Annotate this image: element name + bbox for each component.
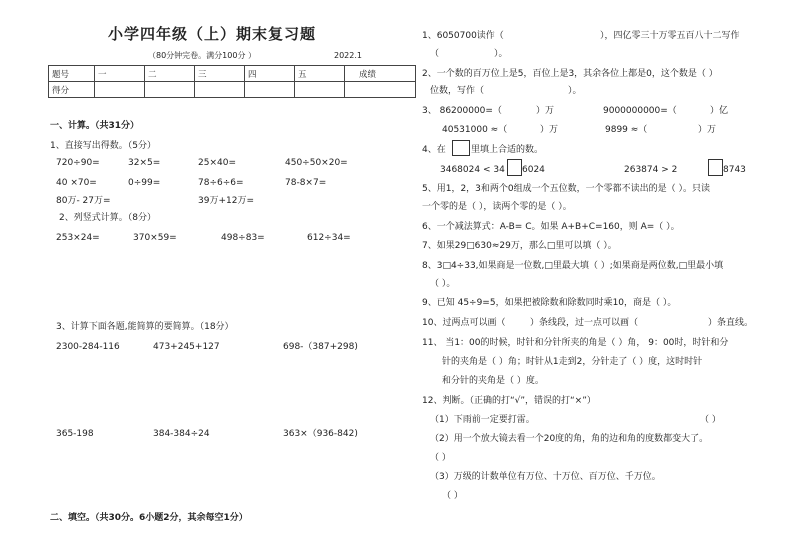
calc-problem: 698-（387+298) bbox=[283, 342, 358, 352]
question-9: 9、已知 45÷9=5，如果把被除数和除数同时乘10，商是（ ）。 bbox=[422, 298, 677, 308]
section-2-title: 二、填空。（共30分。6小题2分，其余每空1分） bbox=[50, 513, 248, 523]
vertical-problem: 253×24= bbox=[56, 233, 100, 243]
question-1: 1、6050700读作（ bbox=[422, 31, 504, 41]
oral-problem: 40 ×70= bbox=[56, 178, 97, 188]
question-8: （ ）。 bbox=[430, 279, 456, 289]
question-5: 一个零的是（ ），读两个零的是（ ）。 bbox=[422, 202, 572, 212]
question-3: 9899 ≈（ bbox=[605, 125, 648, 135]
score-table-header-row bbox=[49, 66, 416, 82]
judgment-answer[interactable]: （ ） bbox=[442, 491, 463, 501]
vertical-problem: 612÷34= bbox=[307, 233, 351, 243]
exam-subtitle: （80分钟完卷。满分100分 ） bbox=[148, 51, 256, 60]
question-4: 4、在 bbox=[422, 145, 446, 155]
question-4: 263874 > 2 bbox=[624, 165, 678, 175]
question-3: 40531000 ≈（ bbox=[442, 125, 508, 135]
score-cell: 题号 bbox=[49, 66, 95, 82]
oral-problem: 80万- 27万= bbox=[56, 196, 111, 206]
calc-problem: 363×（936-842) bbox=[283, 429, 358, 439]
oral-problem: 39万+12万= bbox=[198, 196, 254, 206]
question-11: 11、 当1：00的时候，时针和分针所夹的角是（ ）角， 9：00时，时针和分 bbox=[422, 338, 729, 348]
judgment-answer[interactable]: （ ） bbox=[430, 453, 451, 463]
question-6: 6、一个减法算式：A-B= C。如果 A+B+C=160，则 A=（ ）。 bbox=[422, 222, 680, 232]
question-5: 5、用1，2，3和两个0组成一个五位数，一个零都不读出的是（ ）。只读 bbox=[422, 184, 710, 194]
score-cell: 得分 bbox=[49, 82, 95, 98]
exam-date: 2022.1 bbox=[334, 51, 362, 60]
score-cell: 四 bbox=[245, 66, 295, 82]
calc-problem: 365-198 bbox=[56, 429, 94, 439]
oral-problem: 25×40= bbox=[198, 158, 236, 168]
question-heading: 3、计算下面各题,能简算的要简算。（18分） bbox=[56, 322, 234, 332]
question-10: 10、过两点可以画（ bbox=[422, 318, 506, 328]
question-heading: 1、直接写出得数。（5分） bbox=[50, 141, 156, 151]
question-3: 9000000000=（ bbox=[603, 106, 677, 116]
answer-box[interactable] bbox=[507, 159, 522, 176]
score-cell: 三 bbox=[195, 66, 245, 82]
section-1-title: 一、计算。（共31分） bbox=[50, 121, 140, 131]
question-2: ）。 bbox=[568, 86, 582, 96]
question-1: ），四亿零三十万零五百八十二写作 bbox=[600, 31, 740, 41]
question-11: 针的夹角是（ ）角；时针从1走到2，分针走了（ ）度，这时时针 bbox=[442, 357, 703, 367]
blank-box-icon bbox=[452, 140, 470, 156]
judgment-answer[interactable]: （ ） bbox=[700, 415, 721, 425]
score-table-score-row bbox=[49, 82, 416, 98]
question-3: ）亿 bbox=[710, 106, 729, 116]
question-10: ）条直线。 bbox=[708, 318, 754, 328]
oral-problem: 32×5= bbox=[128, 158, 161, 168]
oral-problem: 0÷99= bbox=[128, 178, 161, 188]
question-4: 8743 bbox=[723, 165, 746, 175]
question-10: ）条线段，过一点可以画（ bbox=[530, 318, 639, 328]
oral-problem: 78-8×7= bbox=[285, 178, 327, 188]
question-3: ）万 bbox=[536, 106, 555, 116]
vertical-problem: 370×59= bbox=[133, 233, 177, 243]
judgment-item: （2）用一个放大镜去看一个20度的角，角的边和角的度数都变大了。 bbox=[430, 434, 709, 444]
calc-problem: 473+245+127 bbox=[153, 342, 220, 352]
score-input-cell[interactable] bbox=[295, 82, 345, 98]
answer-box[interactable] bbox=[708, 159, 723, 176]
question-3: 3、 86200000=（ bbox=[422, 106, 502, 116]
question-heading: 2、列竖式计算。（8分） bbox=[59, 213, 156, 223]
score-cell: 一 bbox=[95, 66, 145, 82]
question-8: 8、3□4÷33,如果商是一位数,□里最大填（ ）;如果商是两位数,□里最小填 bbox=[422, 261, 724, 271]
question-1: （ bbox=[430, 49, 440, 59]
vertical-problem: 498÷83= bbox=[221, 233, 265, 243]
score-cell: 五 bbox=[295, 66, 345, 82]
oral-problem: 78÷6÷6= bbox=[198, 178, 244, 188]
question-7: 7、如果29□630≈29万，那么□里可以填（ ）。 bbox=[422, 241, 617, 251]
score-input-cell[interactable] bbox=[345, 82, 416, 98]
score-input-cell[interactable] bbox=[145, 82, 195, 98]
question-4: 里填上合适的数。 bbox=[471, 145, 544, 155]
question-3: ）万 bbox=[540, 125, 559, 135]
page-title: 小学四年级（上）期末复习题 bbox=[108, 25, 317, 43]
question-4: 6024 bbox=[522, 165, 545, 175]
calc-problem: 2300-284-116 bbox=[56, 342, 120, 352]
question-2: 位数，写作（ bbox=[430, 86, 485, 96]
question-2: 2、一个数的百万位上是5，百位上是3，其余各位上都是0，这个数是（ ） bbox=[422, 69, 718, 79]
score-input-cell[interactable] bbox=[245, 82, 295, 98]
calc-problem: 384-384÷24 bbox=[153, 429, 210, 439]
score-input-cell[interactable] bbox=[95, 82, 145, 98]
score-cell: 二 bbox=[145, 66, 195, 82]
question-11: 和分针的夹角是（ ）度。 bbox=[442, 376, 544, 386]
question-12: 12、判断。（正确的打“√”，错误的打“×”） bbox=[422, 396, 596, 406]
question-4: 3468024 < 34 bbox=[440, 165, 505, 175]
score-table bbox=[48, 65, 416, 98]
score-input-cell[interactable] bbox=[195, 82, 245, 98]
question-1: ）。 bbox=[494, 49, 508, 59]
oral-problem: 450÷50×20= bbox=[285, 158, 348, 168]
question-3: ）万 bbox=[698, 125, 717, 135]
judgment-item: （3）万级的计数单位有万位、十万位、百万位、千万位。 bbox=[430, 472, 661, 482]
oral-problem: 720÷90= bbox=[56, 158, 100, 168]
judgment-item: （1）下雨前一定要打雷。 bbox=[430, 415, 535, 425]
score-cell: 成绩 bbox=[345, 66, 416, 82]
